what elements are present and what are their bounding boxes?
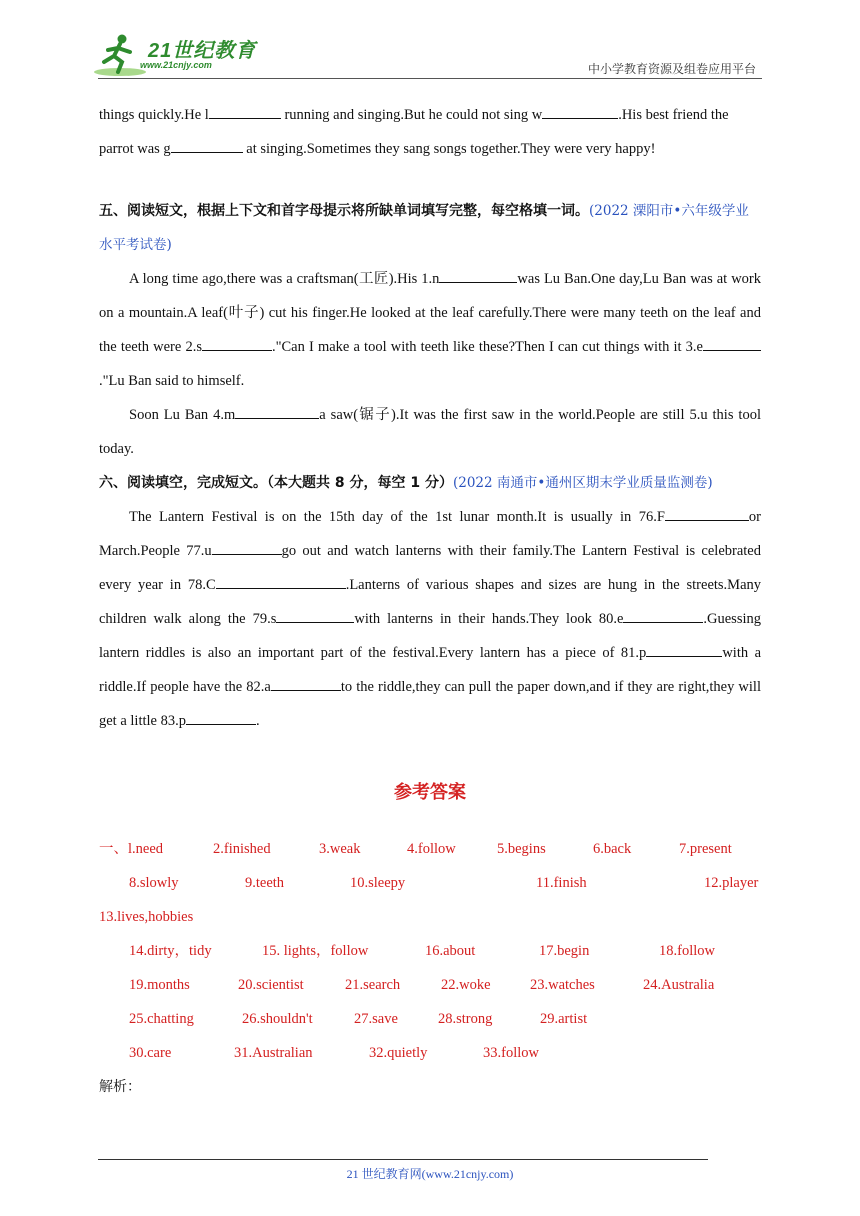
answer-item: 31.Australian	[234, 1045, 313, 1061]
answer-row	[99, 1036, 761, 1070]
blank[interactable]	[276, 608, 354, 623]
footer-text: 21 世纪教育网(www.21cnjy.com)	[346, 1167, 514, 1181]
blank[interactable]	[186, 710, 256, 725]
answer-item: 15. lights，follow	[262, 943, 369, 959]
logo-text: 21世纪教育	[148, 40, 257, 62]
footer-divider	[98, 1159, 708, 1160]
answer-item: 28.strong	[438, 1011, 493, 1027]
answer-item: 33.follow	[483, 1045, 539, 1061]
answer-row	[99, 866, 761, 900]
answer-item: 11.finish	[536, 875, 587, 891]
answer-item: 27.save	[354, 1011, 398, 1027]
answer-item: 一、l.need	[99, 841, 164, 857]
blank[interactable]	[271, 676, 341, 691]
blank[interactable]	[209, 104, 281, 119]
answer-title: 参考答案	[394, 782, 466, 803]
section5-heading: 五、阅读短文，根据上下文和首字母提示将所缺单词填写完整，每空格填一词。(2022 溧阳市•六年级学业水平考试卷)	[99, 203, 749, 253]
logo-url: www.21cnjy.com	[140, 60, 212, 70]
intro-text: things quickly.He l	[99, 107, 209, 123]
blank[interactable]	[542, 104, 618, 119]
blank[interactable]	[235, 404, 319, 419]
answer-item: 16.about	[425, 943, 476, 959]
answer-item: 22.woke	[441, 977, 491, 993]
answer-item: 18.follow	[659, 943, 715, 959]
logo	[92, 32, 262, 80]
intro-paragraph	[99, 98, 761, 166]
answer-item: 5.begins	[497, 841, 546, 857]
blank[interactable]	[202, 336, 272, 351]
answer-item: 30.care	[129, 1045, 172, 1061]
section6-source: (2022 南通市•通州区期末学业质量监测卷)	[452, 475, 713, 491]
blank[interactable]	[171, 138, 243, 153]
answer-item: 2.finished	[213, 841, 271, 857]
answer-item: 19.months	[129, 977, 190, 993]
answer-item: 4.follow	[407, 841, 456, 857]
answer-item: 20.scientist	[238, 977, 304, 993]
analysis-label: 解析：	[99, 1079, 141, 1095]
answer-item: 17.begin	[539, 943, 590, 959]
answer-item: 26.shouldn't	[242, 1011, 313, 1027]
intro-text: running and singing.But he could not sing w	[280, 107, 543, 123]
answer-item: 6.back	[593, 841, 632, 857]
section6-paragraph: The Lantern Festival is on the 15th day of the 1st lunar month.It is usually in 76.F or March.People 77.u go out and watch lanterns with their family.The Lantern Festival is celebrated every year in 78.C .Lanterns of various shapes and sizes are hung in the streets.Many children walk along the 79.s with lanterns in their hands.They look 80.e .Guessing lantern riddles is also an important part of the festival.Every lantern has a piece of 81.p with a riddle.If people have the 82.a to the riddle,they can pull the paper down,and if they are right,they will get a little 83.p .	[99, 500, 761, 738]
blank[interactable]	[623, 608, 703, 623]
section5-paragraph2: Soon Lu Ban 4.m a saw(锯子).It was the first saw in the world.People are still 5.u this tool today.	[99, 398, 761, 466]
section5-source: (2022 溧阳市•六年级学业水平考试卷)	[99, 203, 749, 253]
blank[interactable]	[665, 506, 749, 521]
answer-row	[99, 934, 761, 968]
answer-row	[99, 832, 761, 866]
intro-text: parrot was g	[99, 141, 171, 157]
answer-row	[99, 900, 761, 934]
page-header	[0, 0, 860, 90]
blank[interactable]	[212, 540, 282, 555]
answer-item: 7.present	[679, 841, 732, 857]
intro-text: at singing.Sometimes they sang songs together.They were very happy!	[242, 141, 656, 157]
answer-item: 12.player	[704, 875, 759, 891]
answer-item: 9.teeth	[245, 875, 285, 891]
answer-row	[99, 968, 761, 1002]
answer-item: 32.quietly	[369, 1045, 428, 1061]
answer-item: 14.dirty，tidy	[129, 943, 212, 959]
blank[interactable]	[216, 574, 346, 589]
runner-logo-icon	[92, 32, 148, 78]
page-content	[99, 98, 761, 1104]
answer-item: 29.artist	[540, 1011, 588, 1027]
answer-item: 24.Australia	[643, 977, 715, 993]
answer-item: 21.search	[345, 977, 401, 993]
answer-item: 10.sleepy	[350, 875, 406, 891]
blank[interactable]	[703, 336, 761, 351]
answer-item: 13.lives,hobbies	[99, 909, 194, 925]
section6-heading: 六、阅读填空，完成短文。（本大题共 8 分，每空 1 分）(2022 南通市•通州区期末学业质量监测卷)	[99, 475, 713, 491]
answer-row	[99, 1002, 761, 1036]
header-platform-text: 中小学教育资源及组卷应用平台	[587, 62, 756, 76]
header-divider	[98, 78, 762, 79]
answer-item: 8.slowly	[129, 875, 179, 891]
answer-item: 23.watches	[530, 977, 595, 993]
answer-item: 3.weak	[319, 841, 361, 857]
blank[interactable]	[646, 642, 722, 657]
section5-paragraph1: A long time ago,there was a craftsman(工匠).His 1.n was Lu Ban.One day,Lu Ban was at work on a mountain.A leaf(叶子) cut his finger.He looked at the leaf carefully.There were many teeth on the leaf and the teeth were 2.s ."Can I make a tool with teeth like these?Then I can cut things with it 3.e."Lu Ban said to himself.	[99, 262, 761, 398]
blank[interactable]	[439, 268, 517, 283]
intro-text: .His best friend the	[618, 107, 729, 123]
answer-item: 25.chatting	[129, 1011, 194, 1027]
